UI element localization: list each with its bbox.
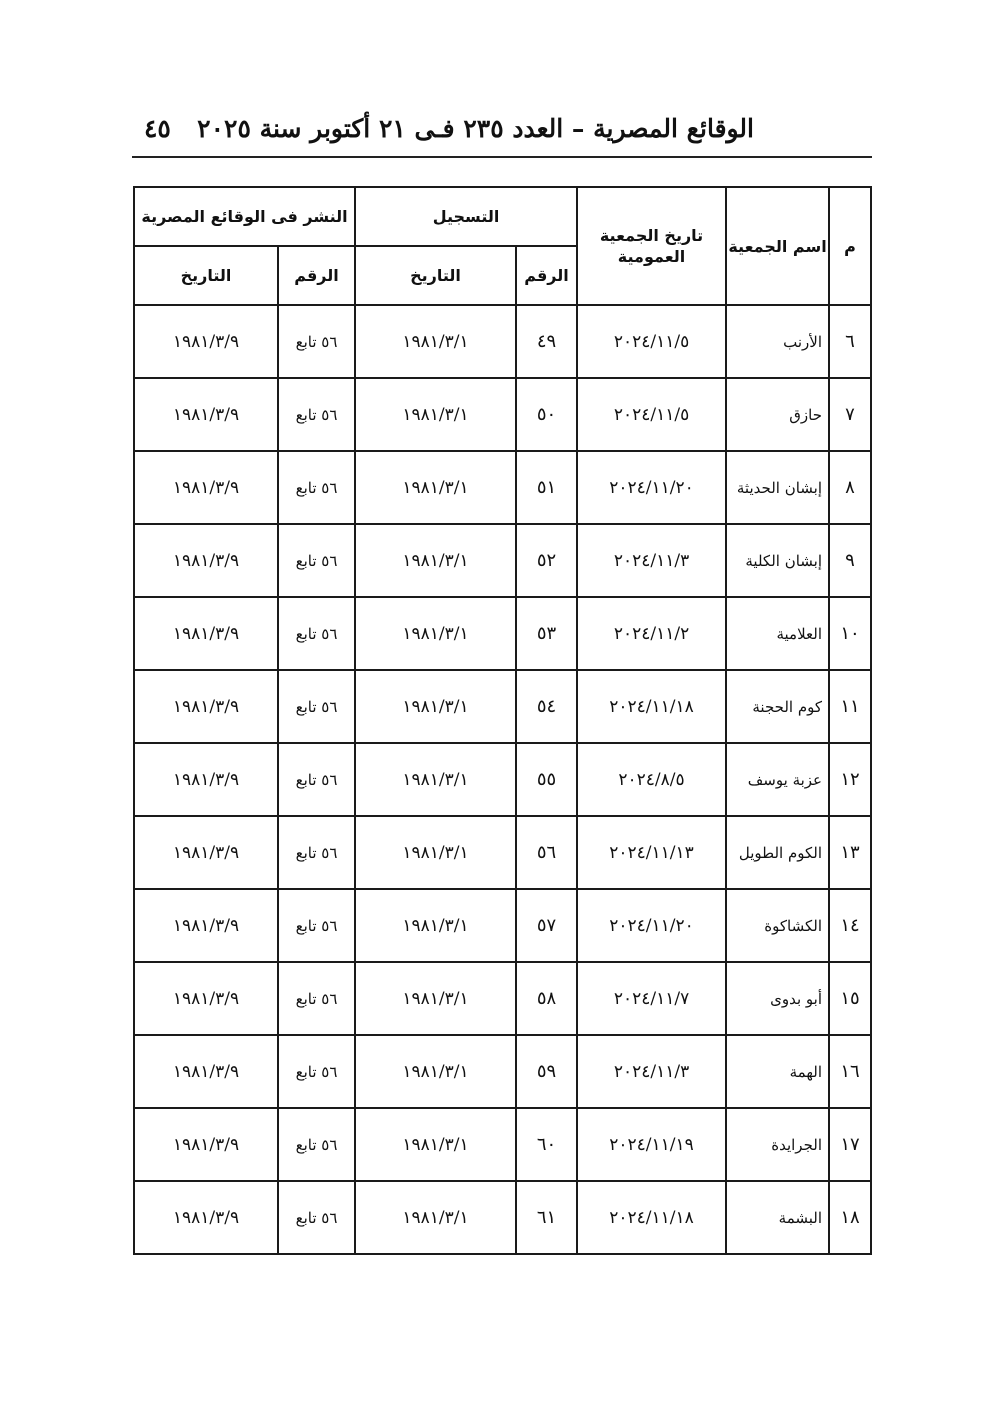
cell-num: ٨ bbox=[829, 451, 871, 524]
cell-name: الكشاكوة bbox=[726, 889, 829, 962]
cell-name: أبو بدوى bbox=[726, 962, 829, 1035]
cell-general-date: ٢٠٢٤/١١/١٨ bbox=[577, 1181, 726, 1254]
cell-reg-number: ٥٤ bbox=[516, 670, 577, 743]
associations-table bbox=[133, 186, 872, 1255]
cell-num: ١٢ bbox=[829, 743, 871, 816]
cell-pub-date: ١٩٨١/٣/٩ bbox=[134, 524, 278, 597]
table-row bbox=[134, 889, 871, 962]
cell-pub-number: ٥٦ تابع bbox=[278, 816, 355, 889]
gazette-title: الوقائع المصرية – العدد ٢٣٥ فـى ٢١ أكتوبر سنة ٢٠٢٥ bbox=[197, 114, 754, 143]
table-row bbox=[134, 816, 871, 889]
cell-reg-number: ٦٠ bbox=[516, 1108, 577, 1181]
cell-name: إبشان الكلية bbox=[726, 524, 829, 597]
cell-general-date: ٢٠٢٤/١١/٣ bbox=[577, 1035, 726, 1108]
cell-name: إبشان الحديثة bbox=[726, 451, 829, 524]
cell-reg-date: ١٩٨١/٣/١ bbox=[355, 378, 516, 451]
col-header-num: م bbox=[829, 187, 871, 305]
cell-pub-date: ١٩٨١/٣/٩ bbox=[134, 1181, 278, 1254]
cell-reg-number: ٥٣ bbox=[516, 597, 577, 670]
cell-general-date: ٢٠٢٤/١١/٣ bbox=[577, 524, 726, 597]
cell-pub-date: ١٩٨١/٣/٩ bbox=[134, 305, 278, 378]
cell-general-date: ٢٠٢٤/١١/١٨ bbox=[577, 670, 726, 743]
cell-reg-date: ١٩٨١/٣/١ bbox=[355, 670, 516, 743]
col-header-name: اسم الجمعية bbox=[726, 187, 829, 305]
cell-pub-date: ١٩٨١/٣/٩ bbox=[134, 816, 278, 889]
cell-pub-date: ١٩٨١/٣/٩ bbox=[134, 962, 278, 1035]
cell-reg-number: ٥٨ bbox=[516, 962, 577, 1035]
cell-reg-date: ١٩٨١/٣/١ bbox=[355, 1108, 516, 1181]
cell-reg-number: ٥٦ bbox=[516, 816, 577, 889]
cell-pub-number: ٥٦ تابع bbox=[278, 670, 355, 743]
cell-reg-number: ٥٧ bbox=[516, 889, 577, 962]
table-row bbox=[134, 1108, 871, 1181]
cell-reg-date: ١٩٨١/٣/١ bbox=[355, 1035, 516, 1108]
cell-reg-date: ١٩٨١/٣/١ bbox=[355, 524, 516, 597]
cell-name: حازق bbox=[726, 378, 829, 451]
cell-reg-date: ١٩٨١/٣/١ bbox=[355, 305, 516, 378]
cell-pub-date: ١٩٨١/٣/٩ bbox=[134, 889, 278, 962]
table-row bbox=[134, 305, 871, 378]
col-header-publication: النشر فى الوقائع المصرية bbox=[134, 187, 355, 246]
cell-pub-number: ٥٦ تابع bbox=[278, 962, 355, 1035]
col-header-reg-date: التاريخ bbox=[355, 246, 516, 305]
cell-name: الكوم الطويل bbox=[726, 816, 829, 889]
cell-pub-date: ١٩٨١/٣/٩ bbox=[134, 670, 278, 743]
cell-general-date: ٢٠٢٤/٨/٥ bbox=[577, 743, 726, 816]
table-row bbox=[134, 1181, 871, 1254]
cell-reg-date: ١٩٨١/٣/١ bbox=[355, 1181, 516, 1254]
cell-general-date: ٢٠٢٤/١١/٥ bbox=[577, 305, 726, 378]
cell-name: الجرايدة bbox=[726, 1108, 829, 1181]
cell-num: ١٣ bbox=[829, 816, 871, 889]
cell-name: العلامية bbox=[726, 597, 829, 670]
cell-num: ١٤ bbox=[829, 889, 871, 962]
cell-pub-date: ١٩٨١/٣/٩ bbox=[134, 597, 278, 670]
cell-reg-number: ٤٩ bbox=[516, 305, 577, 378]
cell-num: ١٧ bbox=[829, 1108, 871, 1181]
cell-name: الهمة bbox=[726, 1035, 829, 1108]
cell-pub-number: ٥٦ تابع bbox=[278, 1108, 355, 1181]
col-header-pub-number: الرقم bbox=[278, 246, 355, 305]
cell-pub-number: ٥٦ تابع bbox=[278, 524, 355, 597]
cell-pub-date: ١٩٨١/٣/٩ bbox=[134, 1035, 278, 1108]
cell-reg-date: ١٩٨١/٣/١ bbox=[355, 597, 516, 670]
table-row bbox=[134, 597, 871, 670]
cell-general-date: ٢٠٢٤/١١/٢٠ bbox=[577, 451, 726, 524]
cell-reg-date: ١٩٨١/٣/١ bbox=[355, 962, 516, 1035]
cell-pub-number: ٥٦ تابع bbox=[278, 1181, 355, 1254]
cell-reg-number: ٥١ bbox=[516, 451, 577, 524]
cell-pub-number: ٥٦ تابع bbox=[278, 597, 355, 670]
cell-general-date: ٢٠٢٤/١١/١٣ bbox=[577, 816, 726, 889]
cell-pub-date: ١٩٨١/٣/٩ bbox=[134, 451, 278, 524]
col-header-pub-date: التاريخ bbox=[134, 246, 278, 305]
table-row bbox=[134, 451, 871, 524]
page-number: ٤٥ bbox=[144, 114, 171, 143]
cell-reg-number: ٥٢ bbox=[516, 524, 577, 597]
cell-general-date: ٢٠٢٤/١١/٢ bbox=[577, 597, 726, 670]
cell-num: ٦ bbox=[829, 305, 871, 378]
table-row bbox=[134, 378, 871, 451]
cell-general-date: ٢٠٢٤/١١/٧ bbox=[577, 962, 726, 1035]
cell-num: ١٠ bbox=[829, 597, 871, 670]
cell-reg-number: ٥٠ bbox=[516, 378, 577, 451]
cell-reg-date: ١٩٨١/٣/١ bbox=[355, 889, 516, 962]
cell-name: عزبة يوسف bbox=[726, 743, 829, 816]
table-row bbox=[134, 670, 871, 743]
table-row bbox=[134, 962, 871, 1035]
table-row bbox=[134, 743, 871, 816]
cell-pub-number: ٥٦ تابع bbox=[278, 305, 355, 378]
cell-pub-date: ١٩٨١/٣/٩ bbox=[134, 743, 278, 816]
cell-pub-date: ١٩٨١/٣/٩ bbox=[134, 378, 278, 451]
cell-reg-date: ١٩٨١/٣/١ bbox=[355, 451, 516, 524]
cell-general-date: ٢٠٢٤/١١/١٩ bbox=[577, 1108, 726, 1181]
cell-num: ١٦ bbox=[829, 1035, 871, 1108]
cell-pub-date: ١٩٨١/٣/٩ bbox=[134, 1108, 278, 1181]
cell-reg-number: ٥٥ bbox=[516, 743, 577, 816]
cell-name: البشمة bbox=[726, 1181, 829, 1254]
table-row bbox=[134, 524, 871, 597]
cell-reg-number: ٦١ bbox=[516, 1181, 577, 1254]
table-row bbox=[134, 1035, 871, 1108]
cell-num: ٧ bbox=[829, 378, 871, 451]
cell-reg-number: ٥٩ bbox=[516, 1035, 577, 1108]
col-header-reg-number: الرقم bbox=[516, 246, 577, 305]
col-header-general-date: تاريخ الجمعية العمومية bbox=[577, 187, 726, 305]
cell-pub-number: ٥٦ تابع bbox=[278, 1035, 355, 1108]
col-header-registration: التسجيل bbox=[355, 187, 577, 246]
cell-num: ١٥ bbox=[829, 962, 871, 1035]
cell-num: ١٨ bbox=[829, 1181, 871, 1254]
cell-pub-number: ٥٦ تابع bbox=[278, 889, 355, 962]
cell-num: ١١ bbox=[829, 670, 871, 743]
cell-general-date: ٢٠٢٤/١١/٢٠ bbox=[577, 889, 726, 962]
cell-pub-number: ٥٦ تابع bbox=[278, 378, 355, 451]
header-row bbox=[134, 187, 871, 246]
page-header bbox=[132, 108, 872, 158]
cell-name: كوم الحجنة bbox=[726, 670, 829, 743]
cell-general-date: ٢٠٢٤/١١/٥ bbox=[577, 378, 726, 451]
cell-num: ٩ bbox=[829, 524, 871, 597]
cell-pub-number: ٥٦ تابع bbox=[278, 451, 355, 524]
cell-name: الأرنب bbox=[726, 305, 829, 378]
cell-reg-date: ١٩٨١/٣/١ bbox=[355, 816, 516, 889]
cell-pub-number: ٥٦ تابع bbox=[278, 743, 355, 816]
cell-reg-date: ١٩٨١/٣/١ bbox=[355, 743, 516, 816]
